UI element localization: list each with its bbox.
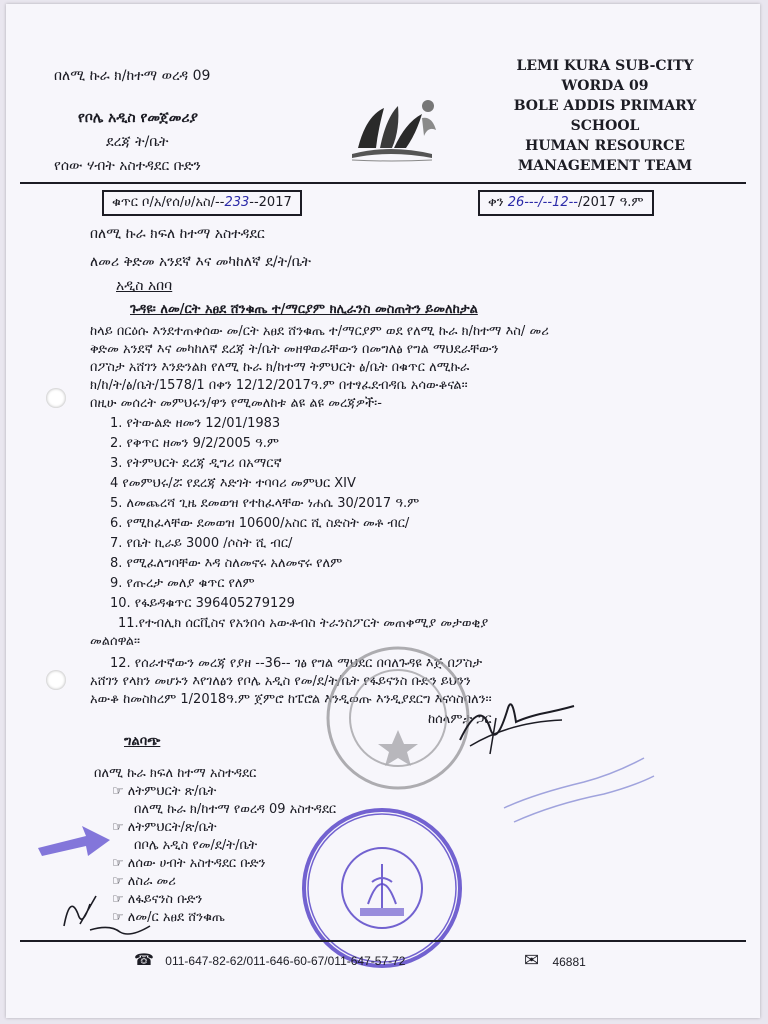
list-item-continuation: መልሰዋል፡፡ xyxy=(90,634,141,649)
list-item: 8. የሚፈለግባቸው እዳ ስለመኖሩ አለመኖሩ የለም xyxy=(110,556,343,571)
cc-line: ☞ ለሰው ሀብት አስተዳደር ቡድን xyxy=(112,856,266,871)
reference-suffix: --2017 xyxy=(249,195,292,210)
header-amharic-line: ደረጃ ት/ቤት xyxy=(106,134,169,150)
school-stamp xyxy=(298,804,466,972)
initials-signature xyxy=(50,884,170,944)
cc-line: በለሚ ኩራ ክ/ከተማ የወረዳ 09 አስተዳደር xyxy=(134,802,337,817)
school-logo xyxy=(336,96,446,176)
body-line: ከላይ በርዕሱ እንደተጠቀሰው መ/ርት አፀደ ሸንቁጤ ተ/ማርያም ወደ የለሚ ኩራ ክ/ከተማ እስ/ መሪ xyxy=(90,324,549,339)
header-english-line: MANAGEMENT TEAM xyxy=(517,158,693,174)
footer-phone xyxy=(134,950,405,970)
body-line: ክ/ከ/ት/ፅ/ቤት/1578/1 በቀን 12/12/2017ዓ.ም በተፃፈደብዳቤ አሳውቆናል፡፡ xyxy=(90,378,468,393)
phone-icon: ☎ xyxy=(134,952,154,969)
list-item: 2. የቅጥር ዘመን 9/2/2005 ዓ.ም xyxy=(110,436,280,451)
cc-line: በለሚ ኩራ ክፍለ ከተማ አስተዳደር xyxy=(94,766,257,781)
list-item: 12. የሰራተኛውን መረጃ የያዘ --36-- ገፅ የግል ማህደር በባለጉዳዩ እጅ በፖስታ xyxy=(110,656,483,671)
header-amharic-line: የሰው ሃብት አስተዳደር ቡድን xyxy=(54,158,201,174)
phone-numbers: 011-647-82-62/011-646-60-67/011-647-57-72 xyxy=(165,954,406,968)
header-english-line: LEMI KURA SUB-CITY xyxy=(516,58,694,74)
body-line: በፖስታ አሸገን እንድንልክ የለሚ ኩራ ክ/ከተማ ትምህርት ፅ/ቤት በቁጥር ለሚኩራ xyxy=(90,360,470,375)
addressee-city: አዲስ አበባ xyxy=(116,278,173,294)
cc-line: ☞ ለትምህርት/ጽ/ቤት xyxy=(112,820,217,835)
header-english xyxy=(490,56,720,176)
header-english-line: WORDA 09 xyxy=(561,78,649,94)
date-label: ቀን xyxy=(488,195,504,210)
punch-hole xyxy=(46,388,66,408)
list-item: 6. የሚከፈላቸው ደመወዝ 10600/አስር ሺ ስድስት መቶ ብር/ xyxy=(110,516,410,531)
cc-line: ☞ ለፋይናንስ ቡድን xyxy=(112,892,203,907)
footer-rule xyxy=(20,940,746,942)
date-handwritten: 26---/--12-- xyxy=(507,195,578,210)
pobox-number: 46881 xyxy=(552,955,586,969)
arrow-icon xyxy=(36,822,112,862)
header-english-line: HUMAN RESOURCE xyxy=(525,138,685,154)
footer-pobox xyxy=(524,950,586,971)
regards-line: ከሰላምታ ጋር xyxy=(428,712,492,727)
header-english-line: BOLE ADDIS PRIMARY xyxy=(513,98,697,114)
body-line: ቅድመ አንደኛ እና መካከለኛ ደረጃ ት/ቤት መዘዋወራቸውን በመግለፅ የግል ማህደራቸውን xyxy=(90,342,499,357)
cc-line: በቦሌ አዲስ የመ/ደ/ት/ቤት xyxy=(134,838,258,853)
list-item-continuation: አሸገን የላክን መሆኑን እየገለፅን የቦሌ አዲስ የመ/ደ/ት/ቤት የፋይናንስ ቡድን ይህንን xyxy=(90,674,471,689)
header-english-line: SCHOOL xyxy=(570,118,640,134)
list-item: 11.የተብሊክ ሰርቪስና የአንበሳ አውቶብስ ትራንስፖርት መጠቀሚያ መታወቂያ xyxy=(118,616,489,631)
envelope-icon: ✉ xyxy=(524,950,540,970)
handwritten-note xyxy=(494,738,664,828)
cc-line: ☞ ለስራ መሪ xyxy=(112,874,176,889)
list-item: 9. የጡረታ መለያ ቁጥር የለም xyxy=(110,576,255,591)
addressee-line: ለመሪ ቅድመ አንደኛ እና መካከለኛ ደ/ት/ቤት xyxy=(90,254,311,270)
reference-label: ቁጥር ቦ/አ/የሰ/ሀ/አስ/-- xyxy=(112,195,225,210)
reference-number-box xyxy=(102,190,302,216)
header-amharic-line: የቦሌ አዲስ የመጀመሪያ xyxy=(78,110,199,126)
list-item: 4 የመምህሩ/ሯ የደረጃ እድገት ተባባሪ መምህር XIV xyxy=(110,476,356,491)
date-suffix: /2017 ዓ.ም xyxy=(578,195,644,210)
letter-page xyxy=(6,4,760,1018)
date-box xyxy=(478,190,654,216)
header-rule xyxy=(20,182,746,184)
addressee-line: በለሚ ኩራ ክፍለ ከተማ አስተዳደር xyxy=(90,226,265,242)
cc-line: ☞ ለትምህርት ጽ/ቤት xyxy=(112,784,217,799)
list-item: 7. የቤት ኪራይ 3000 /ሶስት ሺ ብር/ xyxy=(110,536,293,551)
cc-line: ☞ ለመ/ር አፀደ ሸንቁጤ xyxy=(112,910,225,925)
body-line: በዚሁ መሰረት መምህሩን/ዋን የሚመለከቱ ልዩ ልዩ መረጃዎች፡- xyxy=(90,396,382,411)
cc-title: ግልባጭ xyxy=(124,734,161,749)
list-item: 3. የትምህርት ደረጃ ዲግሪ በአማርኛ xyxy=(110,456,282,471)
list-item-continuation: አውቆ ከመስከረም 1/2018ዓ.ም ጀምሮ ከፔሮል እንዲወጡ እንዲያደርግ እናሳስባለን፡፡ xyxy=(90,692,492,707)
subject-line: ጉዳዩ፡ ለመ/ርት አፀደ ሸንቁጤ ተ/ማርያም ክሊራንስ መስጠትን ይመለከታል xyxy=(130,302,478,317)
list-item: 10. የፋይዳቁጥር 396405279129 xyxy=(110,596,295,611)
list-item: 1. የትውልድ ዘመን 12/01/1983 xyxy=(110,416,281,431)
punch-hole xyxy=(46,670,66,690)
header-amharic-line: በለሚ ኩራ ክ/ከተማ ወረዳ 09 xyxy=(54,68,211,84)
reference-handwritten: 233 xyxy=(224,195,250,210)
list-item: 5. ለመጨረሻ ጊዜ ደመወዝ የተከፈላቸው ነሐሴ 30/2017 ዓ.ም xyxy=(110,496,420,511)
